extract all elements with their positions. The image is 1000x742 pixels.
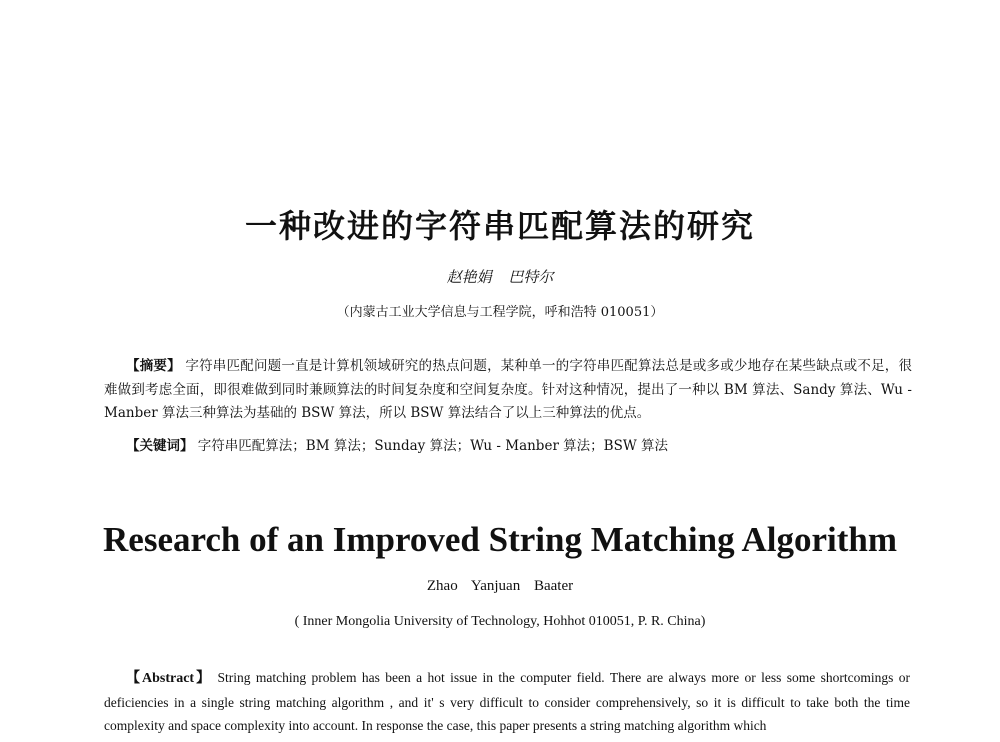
affiliation-chinese: （内蒙古工业大学信息与工程学院，呼和浩特 010051） (336, 305, 664, 320)
paper-title-english: Research of an Improved String Matching Algorithm (103, 520, 897, 559)
authors-chinese: 赵艳娟 巴特尔 (446, 268, 554, 286)
abstract-english (104, 666, 910, 738)
abstract-chinese (104, 355, 912, 426)
abstract-tag-english: 【Abstract】 (126, 671, 213, 686)
paper-title-chinese: 一种改进的字符串匹配算法的研究 (244, 207, 755, 245)
abstract-text-english: String matching problem has been a hot issue in the computer field. There are always more or less some shortcomings or deficiencies in a single string matching algorithm , and it' s very difficult to consider comprehensively, so it is difficult to take both the time complexity and space complexity into account. In response the case, this paper presents a string matching algorithm which (104, 670, 911, 733)
authors-english: Zhao Yanjuan Baater (426, 578, 574, 594)
keywords-tag-chinese: 【关键词】 (126, 438, 194, 454)
abstract-tag-chinese: 【摘要】 (126, 358, 181, 374)
abstract-text-chinese: 字符串匹配问题一直是计算机领域研究的热点问题，某种单一的字符串匹配算法总是或多或少地存在某些缺点或不足，很难做到考虑全面，即很难做到同时兼顾算法的时间复杂度和空间复杂度。针对这种情况，提出了一种以 BM 算法、Sandy 算法、Wu - Manber 算法三种算法为基础的 BSW 算法，所以 BSW 算法结合了以上三种算法的优点。 (104, 358, 913, 421)
affiliation-english: ( Inner Mongolia University of Technology, Hohhot 010051, P. R. China) (294, 614, 706, 629)
keywords-chinese (126, 436, 916, 456)
keywords-text-chinese: 字符串匹配算法；BM 算法；Sunday 算法；Wu - Manber 算法；BSW 算法 (197, 438, 669, 454)
